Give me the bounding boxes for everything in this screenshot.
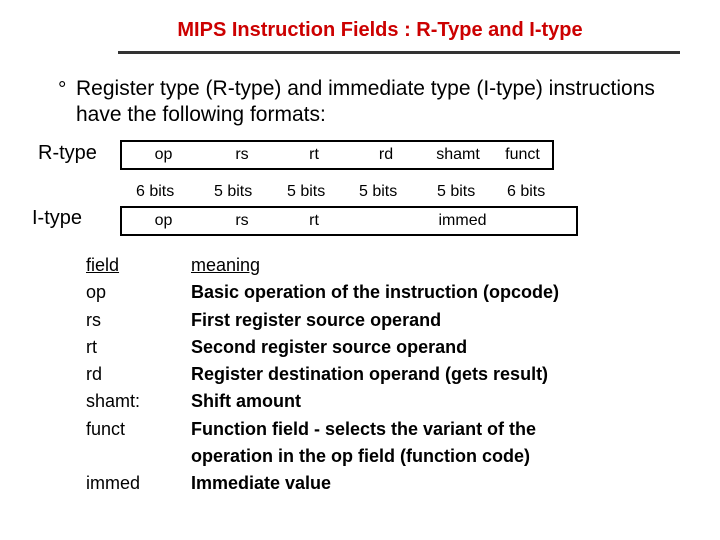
rtype-field-rd: rd bbox=[378, 146, 394, 163]
itype-field-rs: rs bbox=[235, 212, 249, 229]
field-op: op bbox=[86, 282, 107, 303]
meaning-op: Basic operation of the instruction (opcode) bbox=[191, 282, 560, 303]
itype-field-immed: immed bbox=[438, 212, 487, 229]
itype-field-op: op bbox=[154, 212, 173, 229]
meaning-column bbox=[191, 252, 559, 498]
meaning-immed: Immediate value bbox=[191, 473, 332, 494]
meaning-rt: Second register source operand bbox=[191, 336, 468, 357]
intro-text: Register type (R-type) and immediate type (I-type) instructions have the following formats: bbox=[76, 77, 655, 126]
slide-title: MIPS Instruction Fields : R-Type and I-type bbox=[177, 19, 583, 41]
field-header: field bbox=[86, 255, 120, 275]
rtype-bits-shamt: 5 bits bbox=[437, 183, 476, 200]
meaning-rd: Register destination operand (gets result) bbox=[191, 364, 549, 385]
rtype-bits-funct: 6 bits bbox=[507, 183, 546, 200]
meaning-rs: First register source operand bbox=[191, 309, 442, 330]
rtype-bits-rs: 5 bits bbox=[214, 183, 253, 200]
field-shamt: shamt: bbox=[86, 391, 141, 412]
itype-label: I-type bbox=[32, 207, 83, 229]
itype-format-box bbox=[120, 206, 578, 236]
field-rt: rt bbox=[86, 336, 97, 357]
meaning-shamt: Shift amount bbox=[191, 391, 301, 412]
itype-field-rt: rt bbox=[309, 212, 319, 229]
rtype-format-box bbox=[120, 140, 554, 170]
bullet-marker: ° bbox=[58, 78, 67, 101]
rtype-bits-rd: 5 bits bbox=[359, 183, 398, 200]
field-column bbox=[86, 252, 140, 498]
field-funct: funct bbox=[86, 418, 126, 439]
rtype-field-shamt: shamt bbox=[436, 146, 480, 163]
rtype-field-rs: rs bbox=[235, 146, 249, 163]
meaning-funct-cont: operation in the op field (function code) bbox=[191, 446, 530, 467]
rtype-field-funct: funct bbox=[505, 146, 540, 163]
rtype-field-op: op bbox=[154, 146, 173, 163]
field-rs: rs bbox=[86, 309, 101, 330]
rtype-bits-rt: 5 bits bbox=[287, 183, 326, 200]
rtype-field-rt: rt bbox=[309, 146, 319, 163]
meaning-funct: Function field - selects the variant of the bbox=[191, 418, 537, 439]
rtype-label: R-type bbox=[38, 142, 97, 164]
rtype-bits-op: 6 bits bbox=[136, 183, 175, 200]
meaning-header: meaning bbox=[191, 255, 261, 275]
field-spacer bbox=[86, 443, 140, 470]
field-rd: rd bbox=[86, 364, 103, 385]
field-immed: immed bbox=[86, 473, 141, 494]
title-divider bbox=[118, 51, 680, 54]
